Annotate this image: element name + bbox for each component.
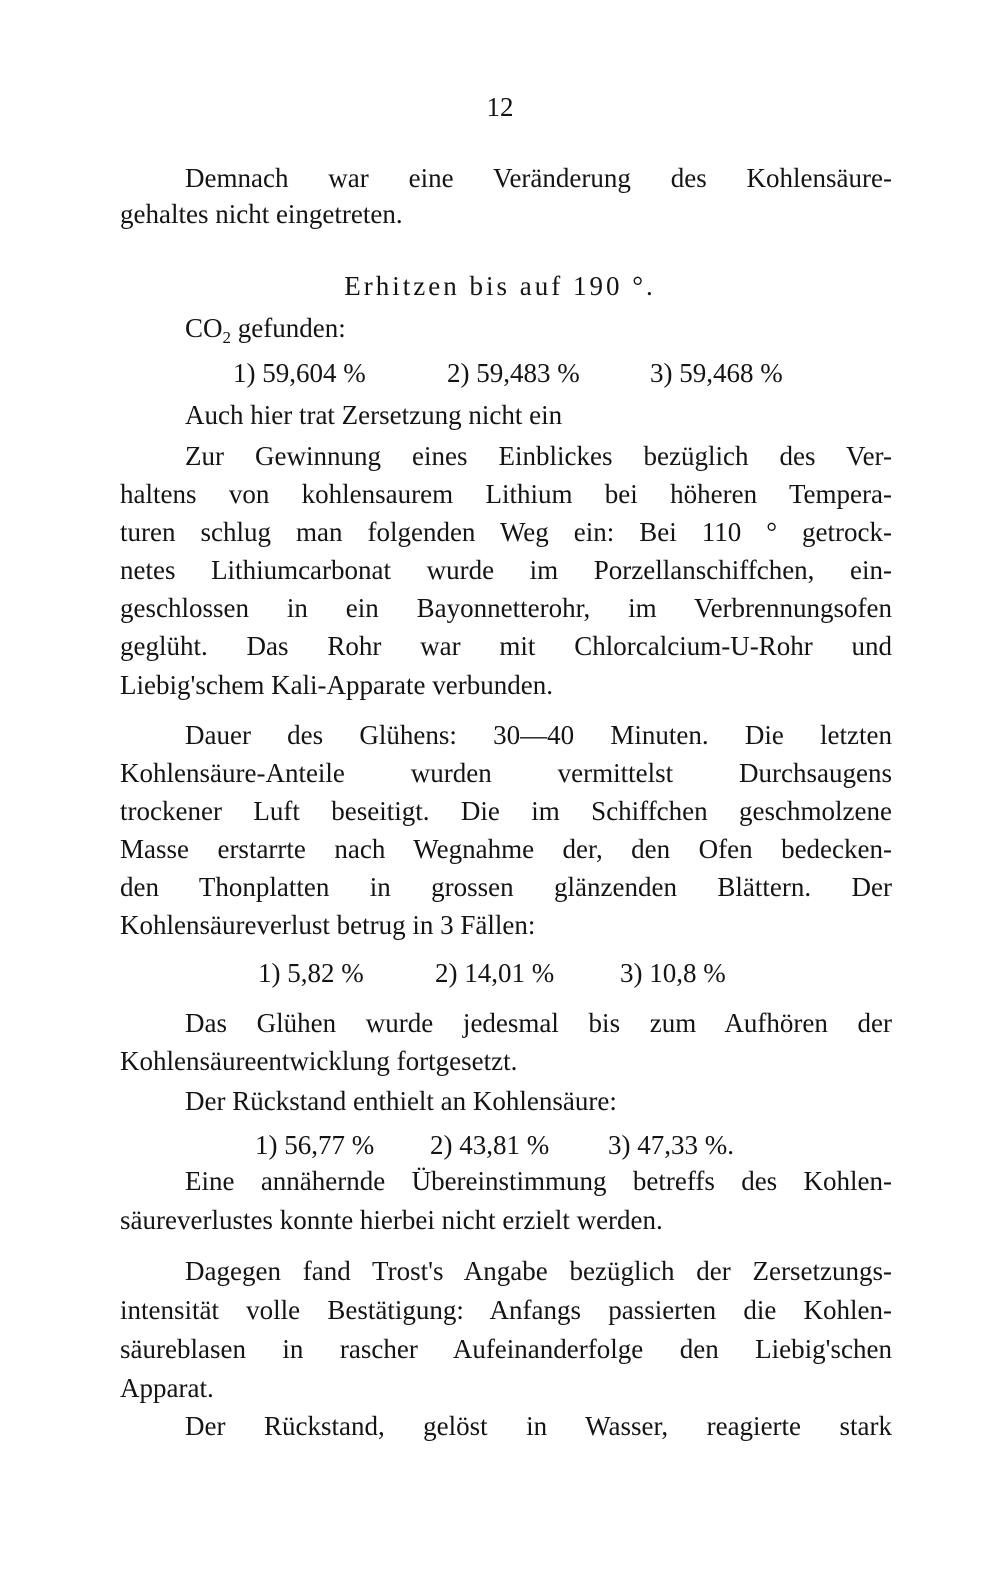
- text-line: Das Glühen wurde jedesmal bis zum Aufhören der: [185, 1008, 892, 1038]
- residue-value-3: 3) 47,33 %.: [608, 1130, 734, 1160]
- text-line: Masse erstarrte nach Wegnahme der, den Ofen bedecken-: [120, 834, 892, 864]
- co2-line: [185, 310, 892, 346]
- text-line: säureverlustes konnte hierbei nicht erzielt werden.: [120, 1205, 663, 1235]
- text-line: turen schlug man folgenden Weg ein: Bei 110 ° getrock-: [120, 517, 892, 547]
- text-line: haltens von kohlensaurem Lithium bei höheren Tempera-: [120, 479, 892, 509]
- page-number: 12: [486, 92, 514, 122]
- co2-value-1: 1) 59,604 %: [233, 358, 366, 388]
- text-line: Dauer des Glühens: 30—40 Minuten. Die letzten: [185, 720, 892, 750]
- text-line: Kohlensäureentwicklung fortgesetzt.: [120, 1046, 518, 1076]
- text-line: Kohlensäureverlust betrug in 3 Fällen:: [120, 910, 536, 940]
- text-line: trockener Luft beseitigt. Die im Schiffchen geschmolzene: [120, 796, 892, 826]
- text-line: Eine annähernde Übereinstimmung betreffs des Kohlen-: [185, 1166, 892, 1196]
- text-line: Liebig'schem Kali-Apparate verbunden.: [120, 670, 553, 700]
- residue-value-2: 2) 43,81 %: [430, 1130, 550, 1160]
- section-heading: Erhitzen bis auf 190 °.: [344, 271, 656, 301]
- text-line: Zur Gewinnung eines Einblickes bezüglich des Ver-: [185, 441, 892, 471]
- text-line: den Thonplatten in grossen glänzenden Blättern. Der: [120, 872, 892, 902]
- text-line: Auch hier trat Zersetzung nicht ein: [185, 400, 563, 430]
- co2-value-2: 2) 59,483 %: [447, 358, 580, 388]
- loss-value-1: 1) 5,82 %: [258, 958, 364, 988]
- text-line: intensität volle Bestätigung: Anfangs passierten die Kohlen-: [120, 1295, 892, 1325]
- text-line: Der Rückstand enthielt an Kohlensäure:: [185, 1086, 617, 1116]
- co2-subscript: 2: [222, 328, 232, 346]
- text-line: Dagegen fand Trost's Angabe bezüglich der Zersetzungs-: [185, 1256, 892, 1286]
- text-line: Der Rückstand, gelöst in Wasser, reagierte stark: [185, 1411, 892, 1441]
- text-line: netes Lithiumcarbonat wurde im Porzellanschiffchen, ein-: [120, 555, 892, 585]
- text-line: geglüht. Das Rohr war mit Chlorcalcium-U-Rohr und: [120, 631, 892, 661]
- text-line: gehaltes nicht eingetreten.: [120, 199, 403, 229]
- text-line: Kohlensäure-Anteile wurden vermittelst Durchsaugens: [120, 758, 892, 788]
- residue-value-1: 1) 56,77 %: [255, 1130, 375, 1160]
- text-line: Apparat.: [120, 1373, 214, 1403]
- loss-value-2: 2) 14,01 %: [435, 958, 555, 988]
- text-line: geschlossen in ein Bayonnetterohr, im Verbrennungsofen: [120, 593, 892, 623]
- text-line: Demnach war eine Veränderung des Kohlensäure-: [185, 163, 892, 193]
- co2-value-3: 3) 59,468 %: [650, 358, 783, 388]
- text-line: säureblasen in rascher Aufeinanderfolge den Liebig'schen: [120, 1334, 892, 1364]
- co2-rest: gefunden:: [237, 313, 346, 343]
- loss-value-3: 3) 10,8 %: [620, 958, 726, 988]
- co2-label: CO: [185, 313, 223, 343]
